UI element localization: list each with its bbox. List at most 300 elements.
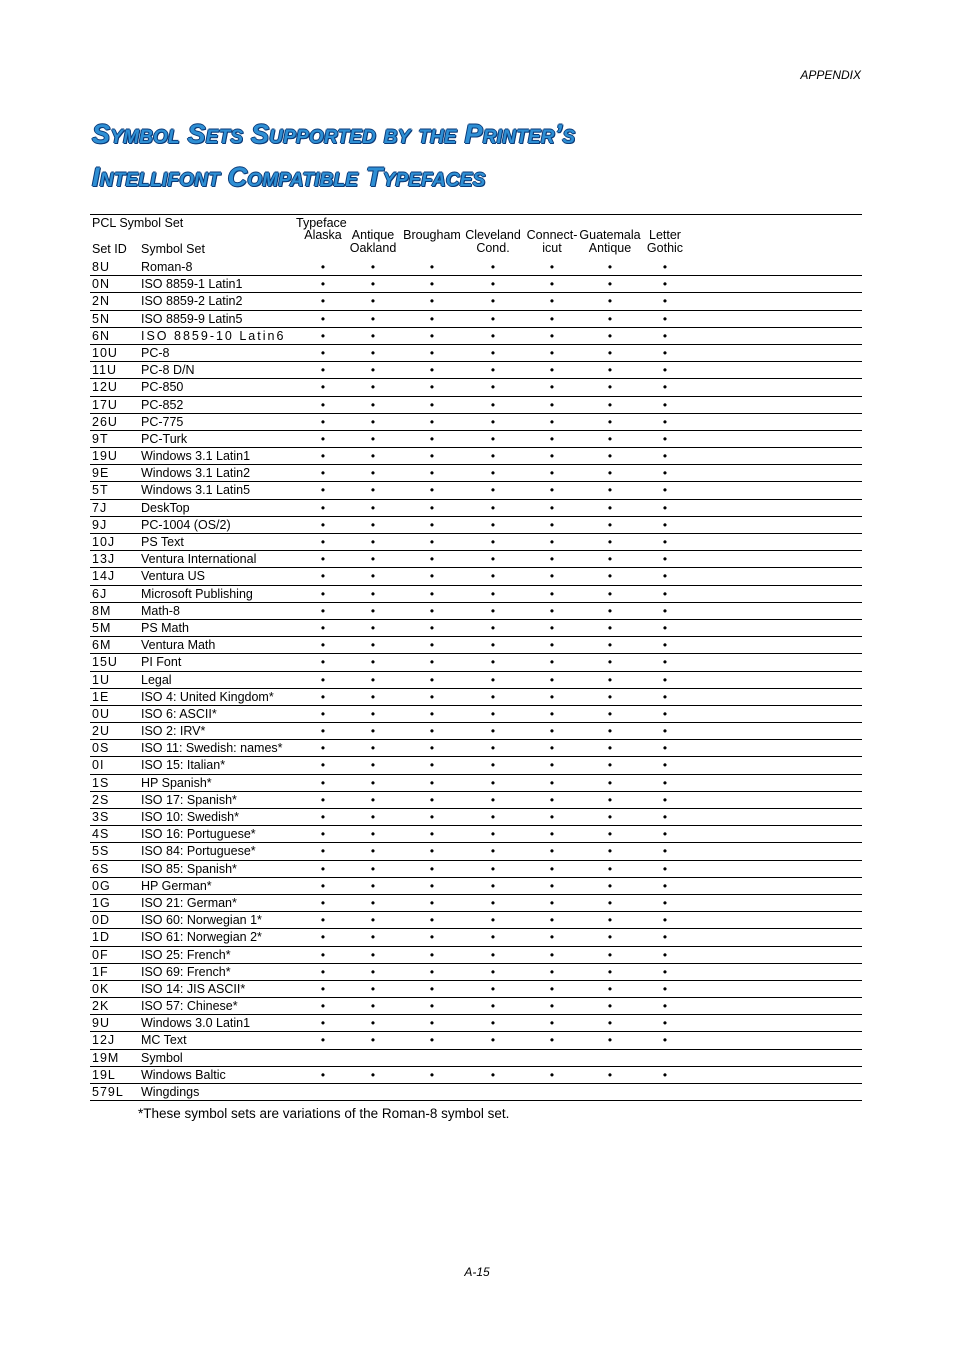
support-mark: •	[490, 620, 496, 635]
support-mark: •	[370, 1016, 376, 1031]
set-id-cell: 10J	[92, 535, 116, 549]
set-id-cell: 2S	[92, 792, 110, 807]
table-row	[90, 603, 862, 620]
support-mark: •	[549, 380, 555, 395]
support-mark: •	[320, 260, 326, 274]
table-row	[90, 757, 862, 774]
support-mark: •	[320, 466, 326, 481]
support-mark: •	[490, 672, 496, 687]
support-mark: •	[370, 328, 376, 343]
support-mark: •	[320, 328, 326, 343]
support-mark: •	[662, 294, 668, 309]
support-mark: •	[490, 603, 496, 618]
support-mark: •	[490, 895, 496, 910]
header-typeface-antique-line2: Oakland	[349, 241, 397, 255]
support-mark: •	[607, 586, 613, 601]
header-typeface-alaska	[304, 229, 342, 242]
support-mark: •	[607, 277, 613, 292]
support-mark: •	[429, 689, 435, 704]
header-pcl-symbol-set: PCL Symbol Set	[92, 216, 184, 230]
support-mark: •	[429, 775, 435, 790]
symbol-set-cell: Ventura International	[141, 552, 257, 567]
support-mark: •	[370, 981, 376, 996]
support-mark: •	[429, 1016, 435, 1031]
support-mark: •	[320, 758, 326, 773]
header-typeface-brougham-line1: Brougham	[403, 228, 461, 242]
support-mark: •	[662, 638, 668, 653]
support-mark: •	[662, 328, 668, 343]
support-mark: •	[320, 311, 326, 326]
set-id-cell: 1S	[92, 775, 110, 790]
table-row	[90, 1067, 862, 1084]
support-mark: •	[607, 706, 613, 721]
set-id-cell: 0I	[92, 758, 105, 773]
support-mark: •	[490, 724, 496, 739]
support-mark: •	[607, 517, 613, 532]
support-mark: •	[549, 431, 555, 446]
title-line-2: Intellifont Compatible Typefaces	[92, 162, 486, 192]
table-row	[90, 551, 862, 568]
set-id-cell: 3S	[92, 810, 110, 824]
symbol-set-cell: ISO 8859-1 Latin1	[141, 277, 243, 292]
table-body	[90, 259, 862, 1101]
symbol-set-cell: Ventura US	[141, 569, 205, 584]
table-row	[90, 1015, 862, 1032]
support-mark: •	[549, 655, 555, 670]
support-mark: •	[370, 1033, 376, 1048]
set-id-cell: 5M	[92, 620, 112, 635]
set-id-cell: 9T	[92, 431, 109, 446]
support-mark: •	[320, 706, 326, 721]
set-id-cell: 9U	[92, 1016, 110, 1031]
support-mark: •	[429, 999, 435, 1014]
set-id-cell: 1F	[92, 964, 109, 979]
support-mark: •	[320, 414, 326, 429]
support-mark: •	[490, 861, 496, 876]
set-id-cell: 19L	[92, 1067, 116, 1082]
set-id-cell: 15U	[92, 655, 118, 670]
support-mark: •	[490, 1067, 496, 1082]
support-mark: •	[370, 706, 376, 721]
support-mark: •	[370, 913, 376, 928]
support-mark: •	[662, 397, 668, 412]
table-row	[90, 947, 862, 964]
support-mark: •	[320, 913, 326, 928]
set-id-cell: 1U	[92, 672, 110, 687]
support-mark: •	[549, 260, 555, 274]
support-mark: •	[429, 397, 435, 412]
support-mark: •	[549, 878, 555, 893]
support-mark: •	[320, 724, 326, 739]
support-mark: •	[549, 706, 555, 721]
support-mark: •	[549, 620, 555, 635]
support-mark: •	[490, 311, 496, 326]
support-mark: •	[490, 999, 496, 1014]
support-mark: •	[549, 964, 555, 979]
symbol-set-cell: ISO 57: Chinese*	[141, 999, 238, 1014]
symbol-set-cell: Wingdings	[141, 1085, 200, 1099]
support-mark: •	[607, 741, 613, 756]
support-mark: •	[607, 363, 613, 378]
support-mark: •	[320, 363, 326, 378]
symbol-set-cell: PC-8	[141, 345, 170, 360]
set-id-cell: 0D	[92, 913, 110, 928]
support-mark: •	[549, 397, 555, 412]
support-mark: •	[490, 483, 496, 498]
support-mark: •	[490, 930, 496, 945]
table-row	[90, 345, 862, 362]
support-mark: •	[320, 1033, 326, 1048]
set-id-cell: 0G	[92, 878, 111, 893]
symbol-set-cell: ISO 85: Spanish*	[141, 861, 237, 876]
set-id-cell: 1D	[92, 930, 110, 945]
support-mark: •	[662, 861, 668, 876]
support-mark: •	[607, 603, 613, 618]
support-mark: •	[607, 569, 613, 584]
table-row	[90, 293, 862, 310]
support-mark: •	[370, 724, 376, 739]
support-mark: •	[429, 655, 435, 670]
set-id-cell: 12U	[92, 380, 118, 395]
support-mark: •	[607, 775, 613, 790]
set-id-cell: 0S	[92, 741, 110, 756]
symbol-set-cell: PS Text	[141, 535, 184, 549]
support-mark: •	[429, 328, 435, 343]
symbol-set-cell: ISO 61: Norwegian 2*	[141, 930, 262, 945]
support-mark: •	[662, 552, 668, 567]
support-mark: •	[370, 741, 376, 756]
set-id-cell: 6N	[92, 328, 110, 343]
support-mark: •	[429, 294, 435, 309]
support-mark: •	[490, 638, 496, 653]
support-mark: •	[607, 552, 613, 567]
support-mark: •	[549, 1016, 555, 1031]
support-mark: •	[320, 999, 326, 1014]
support-mark: •	[662, 500, 668, 515]
support-mark: •	[549, 328, 555, 343]
support-mark: •	[320, 277, 326, 292]
table-row	[90, 929, 862, 946]
symbol-set-cell: ISO 69: French*	[141, 964, 231, 979]
table-row	[90, 448, 862, 465]
set-id-cell: 5T	[92, 483, 109, 498]
table-row	[90, 826, 862, 843]
support-mark: •	[607, 689, 613, 704]
support-mark: •	[370, 758, 376, 773]
support-mark: •	[607, 878, 613, 893]
set-id-cell: 11U	[92, 363, 118, 378]
support-mark: •	[549, 724, 555, 739]
header-typeface-guatemala-line1: Guatemala	[579, 228, 641, 242]
support-mark: •	[429, 345, 435, 360]
support-mark: •	[490, 277, 496, 292]
support-mark: •	[662, 672, 668, 687]
support-mark: •	[320, 500, 326, 515]
support-mark: •	[662, 689, 668, 704]
header-typeface-letter-line1: Letter	[649, 228, 681, 242]
support-mark: •	[429, 483, 435, 498]
support-mark: •	[429, 586, 435, 601]
table-row	[90, 809, 862, 826]
symbol-set-cell: MC Text	[141, 1033, 187, 1048]
support-mark: •	[490, 449, 496, 464]
support-mark: •	[662, 844, 668, 859]
support-mark: •	[549, 466, 555, 481]
support-mark: •	[549, 844, 555, 859]
header-typeface-antique-line1: Antique	[351, 228, 395, 242]
table-row	[90, 465, 862, 482]
support-mark: •	[370, 311, 376, 326]
support-mark: •	[370, 380, 376, 395]
support-mark: •	[607, 827, 613, 842]
header-typeface-cleveland	[465, 229, 521, 255]
symbol-set-cell: Legal	[141, 672, 172, 687]
support-mark: •	[429, 810, 435, 824]
support-mark: •	[549, 414, 555, 429]
header-typeface-guatemala	[579, 229, 640, 255]
symbol-set-cell: Windows 3.1 Latin1	[141, 449, 251, 464]
support-mark: •	[320, 345, 326, 360]
support-mark: •	[370, 827, 376, 842]
table-row	[90, 397, 862, 414]
support-mark: •	[490, 552, 496, 567]
support-mark: •	[607, 930, 613, 945]
support-mark: •	[320, 294, 326, 309]
support-mark: •	[370, 500, 376, 515]
support-mark: •	[662, 930, 668, 945]
support-mark: •	[662, 741, 668, 756]
support-mark: •	[429, 449, 435, 464]
support-mark: •	[429, 638, 435, 653]
support-mark: •	[429, 913, 435, 928]
support-mark: •	[607, 397, 613, 412]
symbol-set-cell: ISO 2: IRV*	[141, 724, 206, 739]
support-mark: •	[607, 655, 613, 670]
support-mark: •	[662, 981, 668, 996]
set-id-cell: 9J	[92, 517, 108, 532]
support-mark: •	[662, 895, 668, 910]
header-typeface-connecticut-line2: icut	[542, 241, 562, 255]
set-id-cell: 5N	[92, 311, 110, 326]
support-mark: •	[662, 483, 668, 498]
table-row	[90, 311, 862, 328]
support-mark: •	[549, 294, 555, 309]
support-mark: •	[370, 844, 376, 859]
symbol-set-cell: DeskTop	[141, 500, 190, 515]
support-mark: •	[320, 672, 326, 687]
support-mark: •	[370, 878, 376, 893]
support-mark: •	[607, 844, 613, 859]
set-id-cell: 0F	[92, 947, 109, 962]
support-mark: •	[370, 930, 376, 945]
support-mark: •	[662, 517, 668, 532]
support-mark: •	[662, 345, 668, 360]
support-mark: •	[320, 586, 326, 601]
support-mark: •	[607, 345, 613, 360]
header-typeface-brougham	[403, 229, 461, 242]
support-mark: •	[662, 1067, 668, 1082]
set-id-cell: 0U	[92, 706, 110, 721]
support-mark: •	[490, 466, 496, 481]
support-mark: •	[370, 999, 376, 1014]
support-mark: •	[662, 260, 668, 274]
support-mark: •	[370, 655, 376, 670]
support-mark: •	[490, 655, 496, 670]
table-row	[90, 534, 862, 551]
symbol-set-cell: PI Font	[141, 655, 182, 670]
support-mark: •	[549, 672, 555, 687]
symbol-set-cell: ISO 15: Italian*	[141, 758, 226, 773]
support-mark: •	[370, 431, 376, 446]
symbol-set-cell: ISO 14: JIS ASCII*	[141, 981, 246, 996]
support-mark: •	[662, 1016, 668, 1031]
support-mark: •	[607, 1033, 613, 1048]
support-mark: •	[320, 603, 326, 618]
table-row	[90, 620, 862, 637]
support-mark: •	[607, 483, 613, 498]
support-mark: •	[429, 964, 435, 979]
symbol-set-cell: ISO 10: Swedish*	[141, 810, 239, 824]
table-row	[90, 981, 862, 998]
table-row	[90, 500, 862, 517]
support-mark: •	[320, 620, 326, 635]
support-mark: •	[607, 895, 613, 910]
support-mark: •	[549, 1033, 555, 1048]
support-mark: •	[549, 758, 555, 773]
page-title	[92, 113, 575, 199]
symbol-set-table	[90, 214, 862, 1101]
support-mark: •	[370, 775, 376, 790]
set-id-cell: 8M	[92, 603, 112, 618]
support-mark: •	[662, 827, 668, 842]
support-mark: •	[662, 449, 668, 464]
support-mark: •	[490, 328, 496, 343]
support-mark: •	[607, 810, 613, 824]
support-mark: •	[320, 689, 326, 704]
support-mark: •	[490, 397, 496, 412]
support-mark: •	[370, 277, 376, 292]
support-mark: •	[490, 706, 496, 721]
support-mark: •	[607, 913, 613, 928]
running-header: APPENDIX	[800, 68, 861, 82]
support-mark: •	[662, 964, 668, 979]
symbol-set-cell: PC-850	[141, 380, 184, 395]
set-id-cell: 10U	[92, 345, 118, 360]
support-mark: •	[320, 1016, 326, 1031]
support-mark: •	[607, 724, 613, 739]
support-mark: •	[549, 913, 555, 928]
symbol-set-cell: ISO 84: Portuguese*	[141, 844, 256, 859]
set-id-cell: 0K	[92, 981, 110, 996]
support-mark: •	[607, 535, 613, 549]
header-typeface-antique-oakland	[350, 229, 397, 255]
support-mark: •	[549, 311, 555, 326]
support-mark: •	[320, 431, 326, 446]
symbol-set-cell: Microsoft Publishing	[141, 586, 253, 601]
support-mark: •	[549, 792, 555, 807]
support-mark: •	[549, 483, 555, 498]
support-mark: •	[490, 913, 496, 928]
support-mark: •	[429, 741, 435, 756]
symbol-set-cell: PS Math	[141, 620, 189, 635]
support-mark: •	[370, 810, 376, 824]
set-id-cell: 17U	[92, 397, 118, 412]
support-mark: •	[490, 792, 496, 807]
table-row	[90, 775, 862, 792]
support-mark: •	[662, 311, 668, 326]
support-mark: •	[607, 964, 613, 979]
header-typeface-alaska-line1: Alaska	[304, 228, 342, 242]
support-mark: •	[549, 930, 555, 945]
support-mark: •	[607, 981, 613, 996]
support-mark: •	[370, 792, 376, 807]
support-mark: •	[549, 517, 555, 532]
table-row	[90, 878, 862, 895]
support-mark: •	[429, 517, 435, 532]
support-mark: •	[549, 861, 555, 876]
set-id-cell: 8U	[92, 260, 110, 274]
set-id-cell: 9E	[92, 466, 110, 481]
table-row	[90, 672, 862, 689]
support-mark: •	[370, 1067, 376, 1082]
support-mark: •	[662, 380, 668, 395]
symbol-set-cell: ISO 16: Portuguese*	[141, 827, 256, 842]
support-mark: •	[490, 294, 496, 309]
support-mark: •	[549, 552, 555, 567]
table-row	[90, 517, 862, 534]
support-mark: •	[549, 810, 555, 824]
support-mark: •	[662, 535, 668, 549]
support-mark: •	[370, 260, 376, 274]
symbol-set-cell: ISO 6: ASCII*	[141, 706, 217, 721]
table-row	[90, 328, 862, 345]
support-mark: •	[490, 964, 496, 979]
support-mark: •	[662, 706, 668, 721]
support-mark: •	[607, 294, 613, 309]
header-typeface-connecticut-line1: Connect-	[526, 228, 578, 242]
support-mark: •	[662, 792, 668, 807]
support-mark: •	[370, 466, 376, 481]
set-id-cell: 2K	[92, 999, 110, 1014]
support-mark: •	[370, 620, 376, 635]
support-mark: •	[320, 775, 326, 790]
table-row	[90, 362, 862, 379]
support-mark: •	[662, 620, 668, 635]
symbol-set-cell: Windows 3.0 Latin1	[141, 1016, 251, 1031]
support-mark: •	[320, 1067, 326, 1082]
support-mark: •	[429, 260, 435, 274]
support-mark: •	[490, 586, 496, 601]
symbol-set-cell: ISO 11: Swedish: names*	[141, 741, 283, 756]
support-mark: •	[370, 895, 376, 910]
support-mark: •	[320, 380, 326, 395]
table-row	[90, 964, 862, 981]
support-mark: •	[429, 844, 435, 859]
support-mark: •	[549, 363, 555, 378]
header-typeface-guatemala-line2: Antique	[588, 241, 632, 255]
table-row	[90, 861, 862, 878]
header-typeface-cleveland-line1: Cleveland	[465, 228, 521, 242]
support-mark: •	[607, 500, 613, 515]
support-mark: •	[370, 947, 376, 962]
support-mark: •	[490, 981, 496, 996]
symbol-set-cell: ISO 8859-2 Latin2	[141, 294, 243, 309]
table-row	[90, 706, 862, 723]
support-mark: •	[662, 414, 668, 429]
support-mark: •	[429, 947, 435, 962]
support-mark: •	[429, 758, 435, 773]
table-row	[90, 568, 862, 585]
